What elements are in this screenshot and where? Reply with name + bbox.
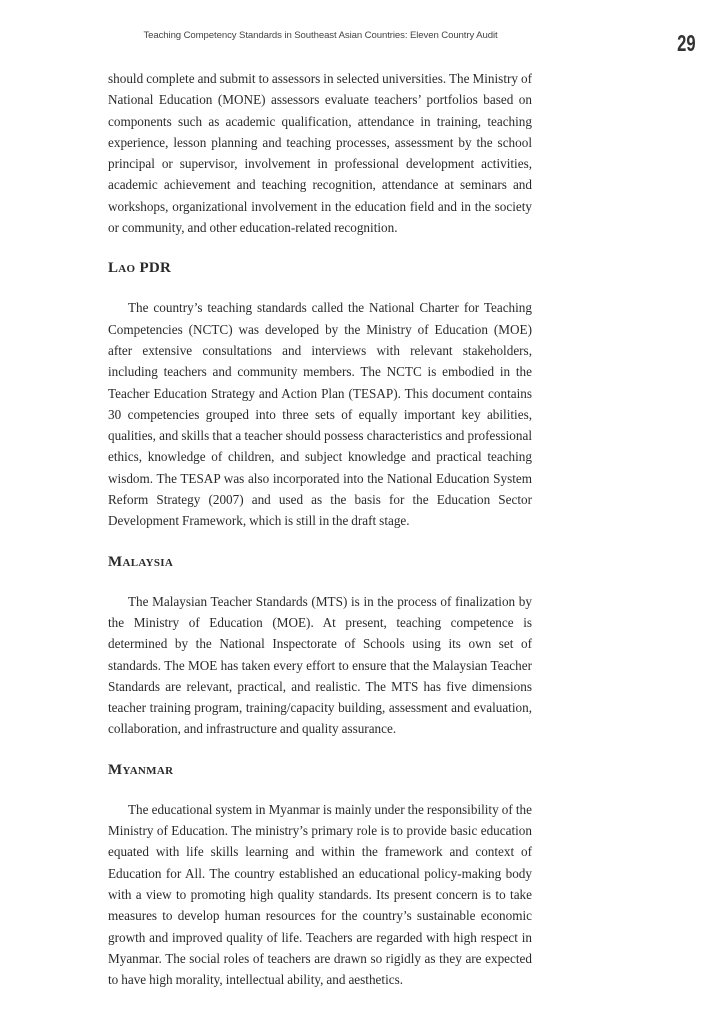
section-heading-myanmar: Myanmar xyxy=(108,761,174,778)
section-paragraph-myanmar: The educational system in Myanmar is mainly under the responsibility of the Ministry of Education. The ministry’s primary role is to provide basic education equated with life skills learning and within the framework and context of Education for All. The country established an educational policy-making body with a view to promoting high quality standards. Its present concern is to take measures to develop human resources for the country’s sustainable economic growth and improved quality of life. Teachers are regarded with high respect in Myanmar. The social roles of teachers are drawn so rigidly as they are expected to have high morality, intellectual ability, and aesthetics. xyxy=(108,801,532,988)
section-paragraph-lao-pdr: The country’s teaching standards called the National Charter for Teaching Competencies (NCTC) was developed by the Ministry of Education (MOE) after extensive consultations and interviews with relevant stakeholders, including teachers and community members. The NCTC is embodied in the Teacher Education Strategy and Action Plan (TESAP). This document contains 30 competencies grouped into three sets of equally important key abilities, qualities, and skills that a teacher should possess characteristics and professional ethics, knowledge of children, and subject knowledge and practical teaching wisdom. The TESAP was also incorporated into the National Education System Reform Strategy (2007) and used as the basis for the Education Sector Development Framework, which is still in the draft stage. xyxy=(108,300,532,529)
section-paragraph-malaysia: The Malaysian Teacher Standards (MTS) is in the process of finalization by the Ministry of Education (MOE). At present, teaching competence is determined by the National Inspectorate of Schools using its own set of standards. The MOE has taken every effort to ensure that the Malaysian Teacher Standards are relevant, practical, and realistic. The MTS has five dimensions teacher training program, training/capacity building, assessment and evaluation, collaboration, and infrastructure and quality assurance. xyxy=(108,593,532,737)
section-heading-malaysia: Malaysia xyxy=(108,553,174,570)
running-header-title: Teaching Competency Standards in Southeast Asian Countries: Eleven Country Audit xyxy=(143,30,498,41)
page-number: 29 xyxy=(677,30,696,56)
intro-paragraph: should complete and submit to assessors in selected universities. The Ministry of National Education (MONE) assessors evaluate teachers’ portfolios based on components such as academic qualification, attendance in training, teaching experience, lesson planning and teaching processes, assessment by the school principal or supervisor, involvement in professional development activities, academic achievement and teaching recognition, attendance at seminars and workshops, organizational involvement in the education field and in the society or community, and other education-related recognition. xyxy=(108,71,532,236)
section-heading-lao-pdr: Lao PDR xyxy=(108,260,172,277)
page-body xyxy=(108,68,532,990)
